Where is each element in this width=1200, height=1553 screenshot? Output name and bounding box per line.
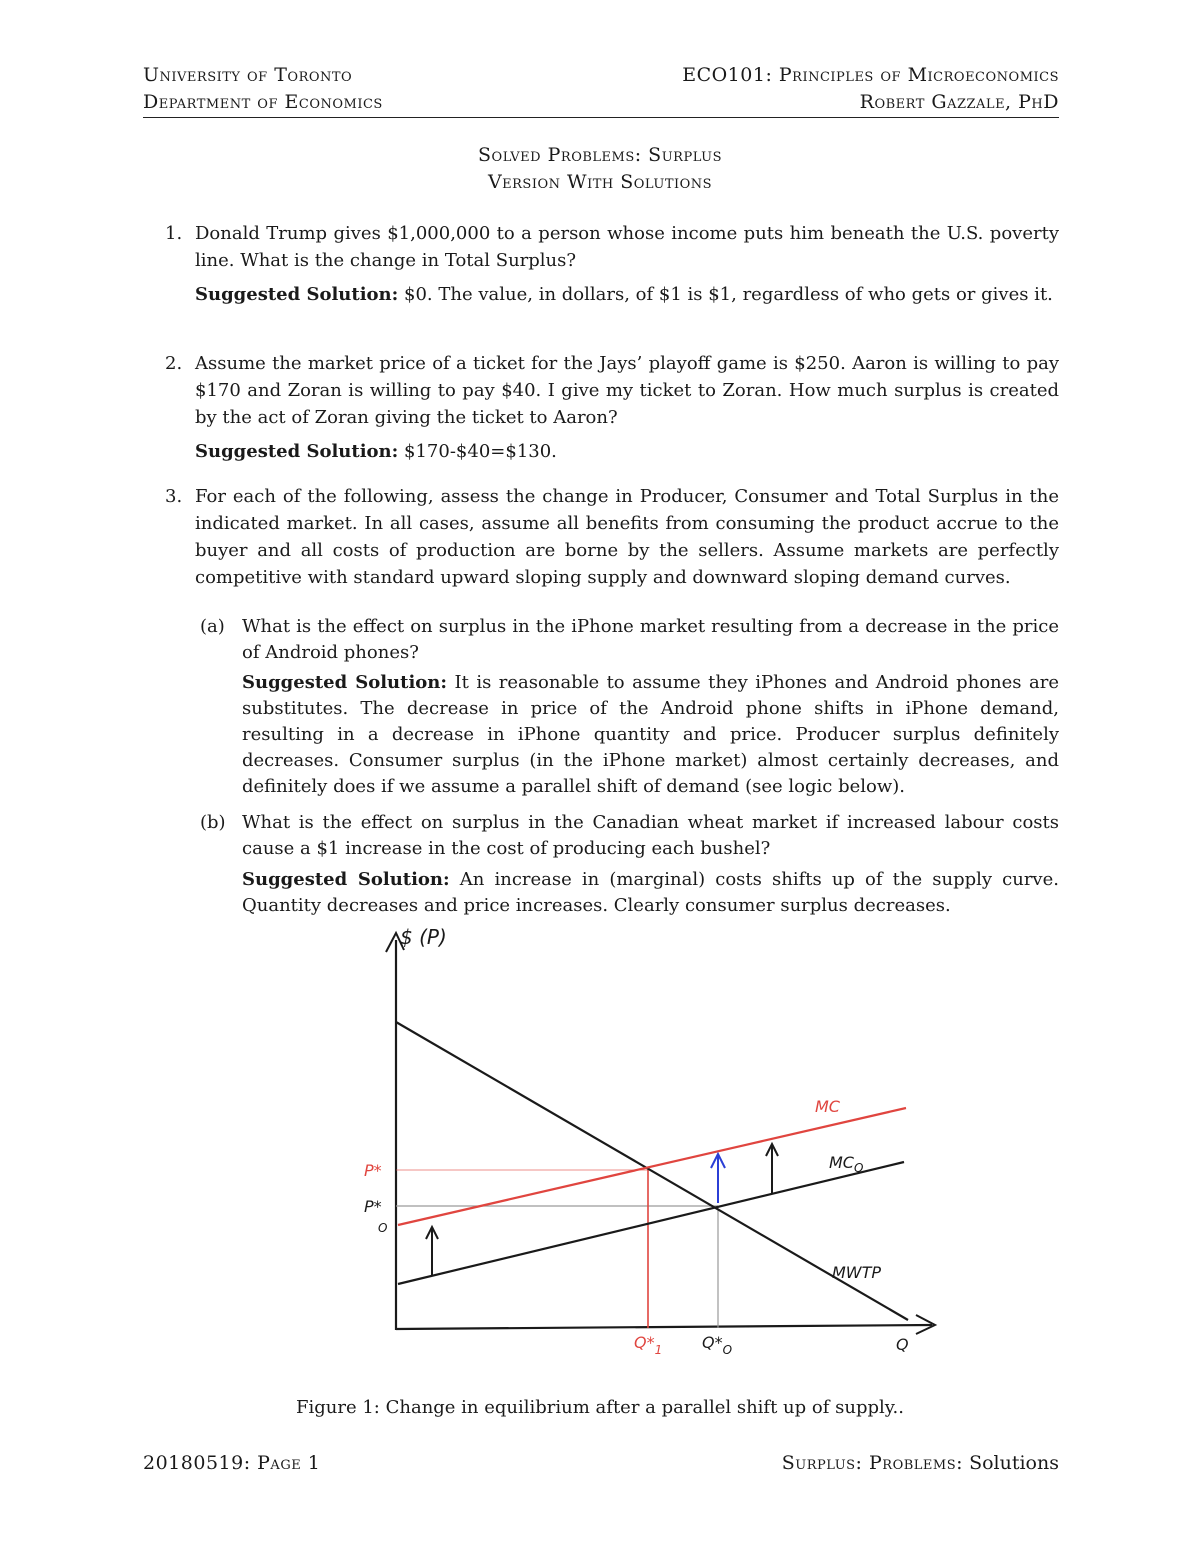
solution-text: It is reasonable to assume they iPhones and Android phones are substitutes. The decrease in price of the Android phone shifts in iPhone demand, resulting in a decrease in iPhone quantity and price. Producer surplus definitely decreases. Consumer surplus (in the iPhone market) almost certainly decreases, and definitely does if we assume a parallel shift of demand (see logic below). xyxy=(242,672,1059,797)
footer-section xyxy=(782,1452,1059,1474)
problem-1-question: Donald Trump gives $1,000,000 to a person whose income puts him beneath the U.S. poverty line. What is the change in Total Surplus? xyxy=(195,223,1059,271)
x-axis xyxy=(396,1325,932,1329)
solution-text: $0. The value, in dollars, of $1 is $1, regardless of who gets or gives it. xyxy=(404,284,1053,305)
header-university: University of Toronto xyxy=(143,64,353,86)
header-course: ECO101: Principles of Microeconomics xyxy=(682,64,1059,86)
q0-label-sub: O xyxy=(722,1343,733,1357)
problem-3-question: For each of the following, assess the change in Producer, Consumer and Total Surplus in the indicated market. In all cases, assume all benefits from consuming the product accrue to the buyer and all costs of production are borne by the sellers. Assume markets are perfectly competitive with standard upward sloping supply and downward sloping demand curves. xyxy=(195,486,1059,588)
mc0-label-main: MC xyxy=(829,1153,854,1172)
solution-label: Suggested Solution: xyxy=(242,869,450,890)
q1-label xyxy=(634,1333,662,1357)
q1-label-main: Q* xyxy=(634,1333,655,1352)
problem-2-number: 2. xyxy=(165,353,183,374)
p0-label-main: P* xyxy=(364,1197,382,1216)
y-axis-label: $ (P) xyxy=(400,925,447,949)
q0-label-main: Q* xyxy=(702,1333,723,1352)
header-instructor: Robert Gazzale, PhD xyxy=(859,91,1059,113)
supply-curve-mc0 xyxy=(398,1162,904,1284)
p0-label xyxy=(364,1197,382,1216)
problem-3b-question: What is the effect on surplus in the Canadian wheat market if increased labour costs cause a $1 increase in the cost of producing each bushel? xyxy=(242,812,1059,859)
x-axis-label: Q xyxy=(896,1335,909,1354)
solution-label: Suggested Solution: xyxy=(242,672,448,693)
solution-label: Suggested Solution: xyxy=(195,441,399,462)
solution-label: Suggested Solution: xyxy=(195,284,399,305)
footer-section-plain: Solutions xyxy=(969,1452,1059,1474)
problem-1-number: 1. xyxy=(165,223,183,244)
header-department: Department of Economics xyxy=(143,91,383,113)
footer-section-caps: Surplus: Problems: xyxy=(781,1452,964,1474)
solution-text: An increase in (marginal) costs shifts up of the supply curve. Quantity decreases and price increases. Clearly consumer surplus decreases. xyxy=(242,869,1059,916)
q0-label xyxy=(702,1333,732,1357)
footer-date-page: 20180519: Page 1 xyxy=(143,1452,321,1474)
problem-3-number: 3. xyxy=(165,486,183,507)
page-subtitle: Version With Solutions xyxy=(487,171,713,193)
problem-3a-label: (a) xyxy=(200,616,225,637)
mc0-label xyxy=(829,1153,863,1175)
figure-caption: Figure 1: Change in equilibrium after a parallel shift up of supply.. xyxy=(296,1397,904,1418)
p1-label: P* xyxy=(364,1161,382,1180)
mc1-label: MC xyxy=(815,1097,840,1116)
problem-2-question: Assume the market price of a ticket for the Jays’ playoff game is $250. Aaron is willing to pay $170 and Zoran is willing to pay $40. I give my ticket to Zoran. How much surplus is created by the act of Zoran giving the ticket to Aaron? xyxy=(195,353,1059,428)
problem-3a-question: What is the effect on surplus in the iPhone market resulting from a decrease in the price of Android phones? xyxy=(242,616,1059,663)
problem-3b-label: (b) xyxy=(200,812,226,833)
solution-text: $170-$40=$130. xyxy=(404,441,557,462)
mc0-label-sub: O xyxy=(853,1161,864,1175)
page-title: Solved Problems: Surplus xyxy=(478,144,722,166)
mwtp-label: MWTP xyxy=(832,1263,882,1282)
q1-label-sub: 1 xyxy=(654,1343,663,1357)
p0-label-sub: O xyxy=(378,1221,388,1235)
